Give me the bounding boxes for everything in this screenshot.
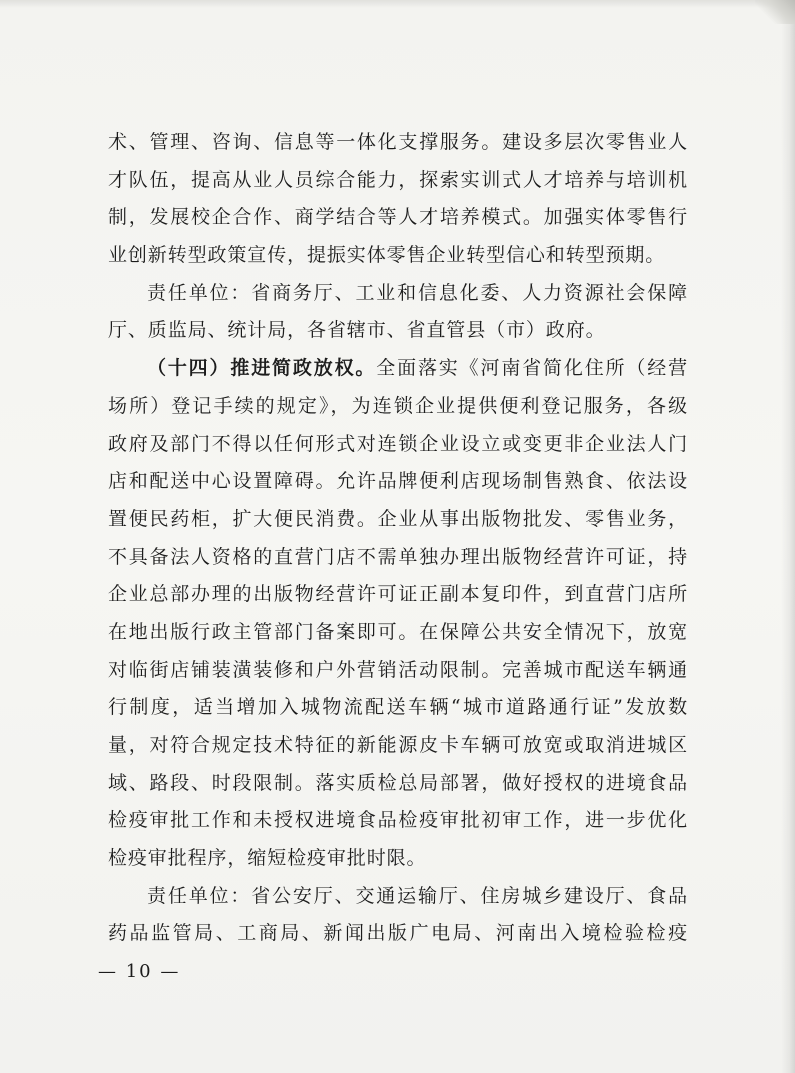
text-line <box>108 915 688 953</box>
text-line-content: 责任单位：省商务厅、工业和信息化委、人力资源社会保障 <box>147 281 688 304</box>
text-line-content: 业创新转型政策宣传，提振实体零售企业转型信心和转型预期。 <box>108 244 666 267</box>
document-body <box>108 124 688 953</box>
text-line-content: 药品监管局、工商局、新闻出版广电局、河南出入境检验检疫 <box>108 922 688 945</box>
text-line <box>108 614 688 652</box>
page-number: — 10 — <box>98 961 181 982</box>
text-line-content: 行制度，适当增加入城物流配送车辆“城市道路通行证”发放数 <box>108 696 688 719</box>
text-line-content: 量，对符合规定技术特征的新能源皮卡车辆可放宽或取消进城区 <box>108 734 688 756</box>
text-line <box>108 124 688 162</box>
text-line-content: 对临街店铺装潢装修和户外营销活动限制。完善城市配送车辆通 <box>108 658 688 681</box>
text-line-content: 不具备法人资格的直营门店不需单独办理出版物经营许可证，持 <box>108 545 688 568</box>
text-line <box>108 237 688 275</box>
text-line <box>108 312 688 350</box>
text-line <box>108 576 688 614</box>
text-line <box>108 878 688 916</box>
text-line-content: 在地出版行政主管部门备案即可。在保障公共安全情况下，放宽 <box>108 620 688 643</box>
text-line-content: 场所）登记手续的规定》，为连锁企业提供便利登记服务，各级 <box>108 394 688 417</box>
page-right-shadow <box>781 0 795 1073</box>
text-line <box>108 689 688 727</box>
text-line <box>108 652 688 690</box>
page-corner <box>755 0 795 24</box>
text-line-content: 置便民药柜，扩大便民消费。企业从事出版物批发、零售业务， <box>108 507 688 530</box>
text-line-content: 政府及部门不得以任何形式对连锁企业设立或变更非企业法人门 <box>108 432 688 455</box>
text-line <box>108 199 688 237</box>
text-line-content: 检疫审批工作和未授权进境食品检疫审批初审工作，进一步优化 <box>108 809 688 832</box>
section-heading: （十四）推进简政放权。 <box>147 357 377 380</box>
text-line-content: 责任单位：省公安厅、交通运输厅、住房城乡建设厅、食品 <box>147 884 688 907</box>
text-line <box>108 426 688 464</box>
text-line <box>108 840 688 878</box>
text-line <box>108 275 688 313</box>
text-line-content: 术、管理、咨询、信息等一体化支撑服务。建设多层次零售业人 <box>108 131 688 153</box>
text-line-content: 企业总部办理的出版物经营许可证正副本复印件，到直营门店所 <box>108 583 688 606</box>
text-line-content: 才队伍，提高从业人员综合能力，探索实训式人才培养与培训机 <box>108 168 688 191</box>
text-line <box>108 388 688 426</box>
text-line-content: 检疫审批程序，缩短检疫审批时限。 <box>108 847 427 870</box>
text-line-content: 厅、质监局、统计局，各省辖市、省直管县（市）政府。 <box>108 319 606 342</box>
text-line <box>108 539 688 577</box>
text-line <box>108 765 688 803</box>
page-top-shadow <box>0 0 795 8</box>
text-line-content: 店和配送中心设置障碍。允许品牌便利店现场制售熟食、依法设 <box>108 470 688 493</box>
text-line-content: 域、路段、时段限制。落实质检总局部署，做好授权的进境食品 <box>108 771 688 794</box>
text-line-content: 制，发展校企合作、商学结合等人才培养模式。加强实体零售行 <box>108 206 688 229</box>
text-line <box>108 501 688 539</box>
text-line <box>108 463 688 501</box>
text-line <box>108 162 688 200</box>
text-line-content: 全面落实《河南省简化住所（经营 <box>376 357 688 380</box>
text-line <box>108 727 688 765</box>
text-line <box>108 350 688 388</box>
text-line <box>108 802 688 840</box>
